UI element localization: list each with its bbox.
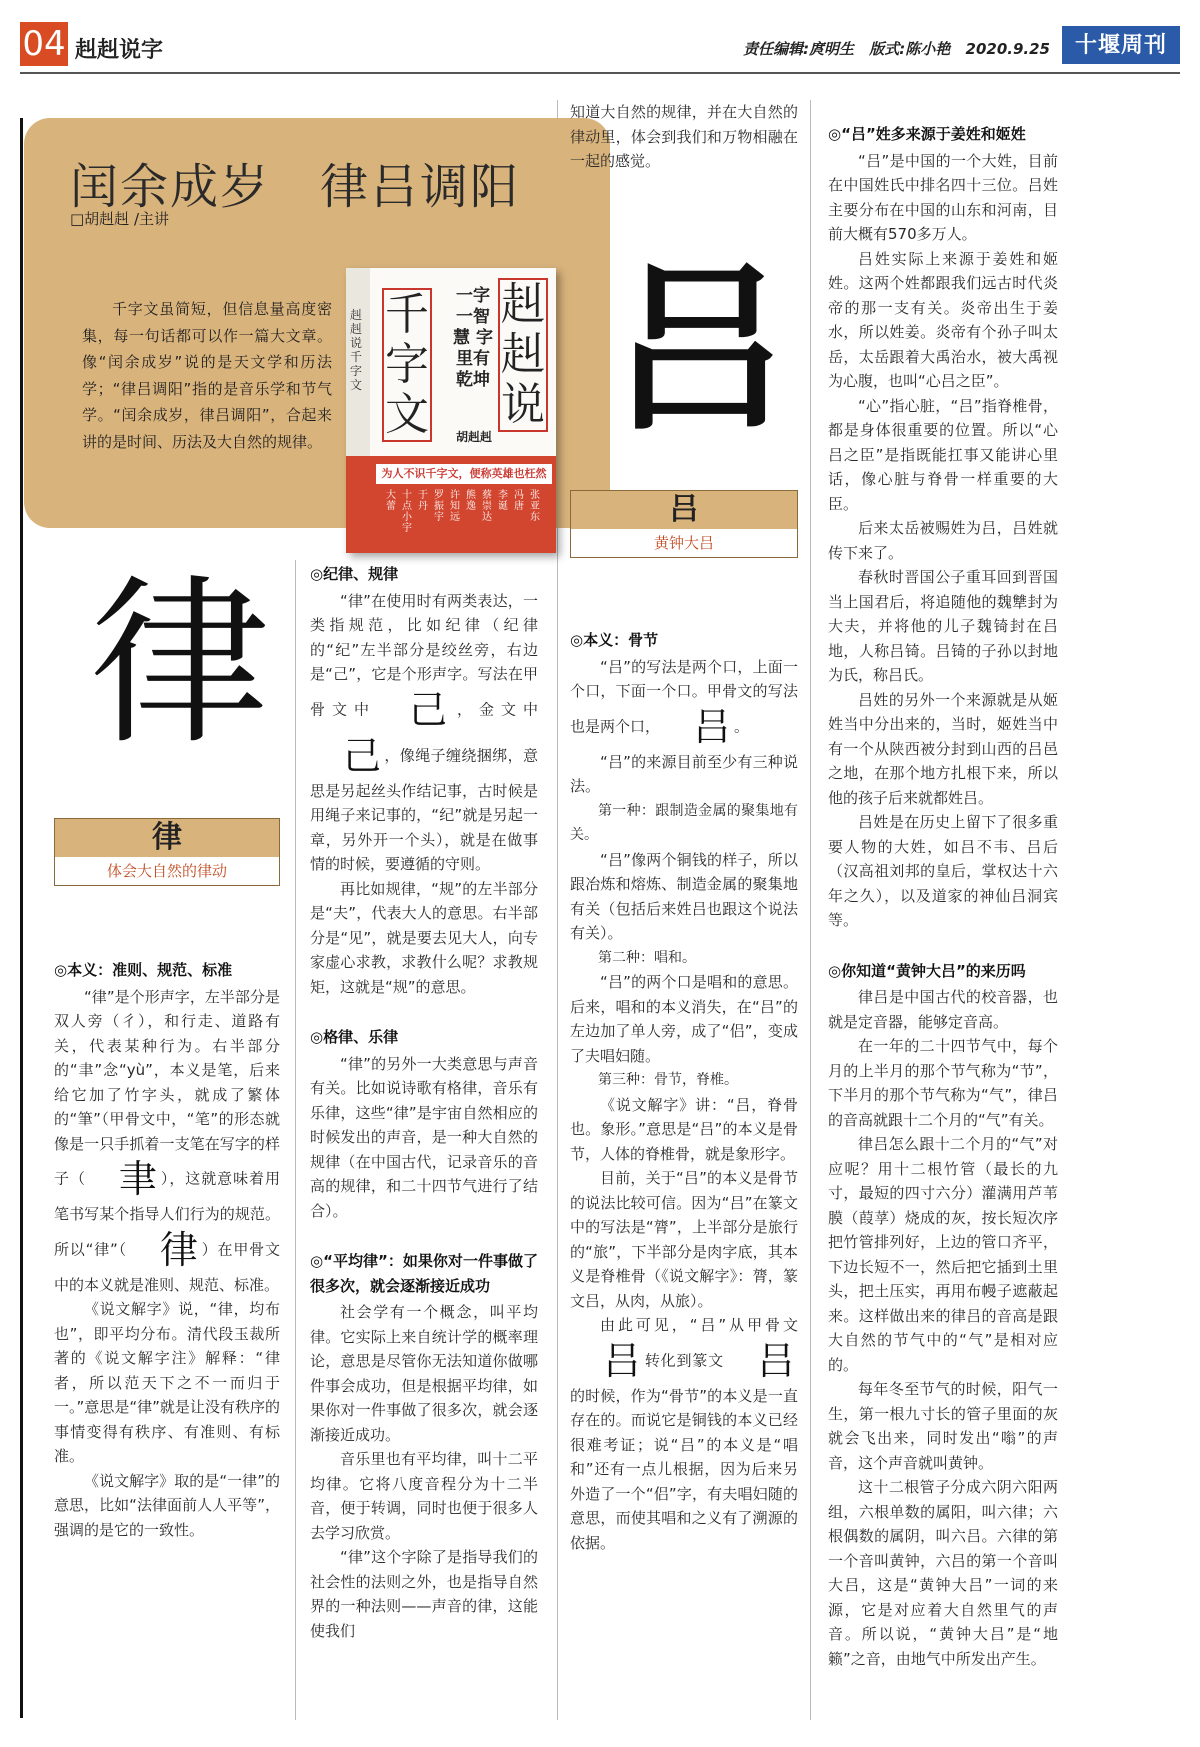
paragraph: 知道大自然的规律，并在大自然的律动里，体会到我们和万物相融在一起的感觉。 (570, 103, 798, 170)
book-spine-title: 赳赳说千字文 (350, 308, 363, 392)
paragraph: 再比如规律，“规”的左半部分是“夫”，代表大人的意思。右半部分是“见”，就是要去见大人，向专家虚心求教，求教什么呢？求教规矩，这就是“规”的意思。 (310, 879, 538, 996)
paragraph: 每年冬至节气的时候，阳气一生，第一根九寸长的管子里面的灰就会飞出来，同时发出“嗡”的声音，这个声音就叫黄钟。 (828, 1380, 1058, 1472)
inline-glyph: 律 (159, 1227, 198, 1272)
paragraph: 这十二根管子分成六阴六阳两组，六根单数的属阳，叫六律；六根偶数的属阴，叫六吕。六律的第一个音叫黄钟，六吕的第一个音叫大吕，这是“黄钟大吕”一词的来源，它是对应着大自然里气的声音。所以说，“黄钟大吕”是“地籁”之音，由地气中所发出产生。 (828, 1478, 1058, 1668)
book-endorser: 蔡崇达 (482, 490, 492, 523)
inline-glyph: 吕 (756, 1338, 795, 1383)
paragraph: “心”指心脏，“吕”指脊椎骨，都是身体很重要的位置。所以“心吕之臣”是指既能扛事又能讲心里话，像心脏与脊骨一样重要的大臣。 (828, 396, 1058, 513)
article-title: 闰余成岁 律吕调阳 (70, 159, 521, 215)
char-label-lu (570, 490, 798, 558)
paragraph: 《说文解字》讲：“吕，脊骨也。象形。”意思是“吕”的本义是骨节，人体的脊椎骨，就是象形字。 (570, 1095, 798, 1163)
char-label-lv (54, 818, 280, 886)
book-endorser: 十点小宇 (402, 490, 412, 534)
book-author: 胡赳赳 (456, 430, 493, 444)
paragraph: “吕”的来源目前至少有三种说法。 (570, 752, 798, 795)
paragraph: 由此可见，“吕”从甲骨文吕 转化到篆文 吕的时候，作为“骨节”的本义是一直存在的。而说它是铜钱的本义已经很难考证；说“吕”的本义是“唱和”还有一点儿根据，因为后来另外造了一个“侣”字，有夫唱妇随的意思，而使其唱和之义有了溯源的依据。 (570, 1316, 798, 1552)
subheading: ◎本义：准则、规范、标准 (54, 961, 233, 979)
inline-glyph: 己 (408, 687, 447, 732)
editor-credit: 责任编辑:庹明生 (743, 40, 855, 58)
char-label-lv-char: 律 (55, 819, 279, 857)
paragraph: “律”的另外一大类意思与声音有关。比如说诗歌有格律，音乐有乐律，这些“律”是宇宙自然相应的时候发出的声音，是一种大自然的规律（在中国古代，记录音乐的音高的规律，和二十四节气进行了结合）。 (310, 1054, 538, 1220)
paragraph: 《说文解字》取的是“一律”的意思，比如“法律面前人人平等”，强调的是它的一致性。 (54, 1471, 280, 1539)
book-endorser: 李诞 (498, 490, 508, 512)
text-column-1 (54, 958, 280, 1542)
book-endorser: 许知远 (450, 490, 460, 523)
paragraph: 律吕怎么跟十二个月的“气”对应呢？用十二根竹管（最长的九寸，最短的四寸六分）灌满用芦苇膜（葭莩）烧成的灰，按长短次序把竹管排列好，上边的管口齐平，下边长短不一，然后把它插到土里头，把土压实，再用布幔子遮蔽起来。这样做出来的律吕的音高是跟大自然的节气中的“气”是相对应的。 (828, 1135, 1058, 1374)
subheading: ◎格律、乐律 (310, 1028, 399, 1046)
text-column-3 (570, 628, 798, 1555)
book-cover (346, 268, 556, 553)
book-endorser: 罗振宇 (434, 490, 444, 523)
column-divider (810, 100, 811, 1720)
paragraph: 社会学有一个概念，叫平均律。它实际上来自统计学的概率理论，意思是尽管你无法知道你做哪件事会成功，但是根据平均律，如果你对一件事做了很多次，就会逐渐接近成功。 (310, 1303, 538, 1444)
char-label-lu-caption: 黄钟大吕 (571, 529, 797, 557)
paragraph: “律”在使用时有两类表达，一类指规范，比如纪律（纪律的“纪”左半部分是绞丝旁，右边是“己”，它是个形声字。写法在甲骨文中 己 ，金文中己 ，像绳子缠绕捆绑，意思是另起丝头作结记事，古时候是用绳子来记事的，“纪”就是另起一章，另外开一个头），就是在做事情的时候，要遵循的守则。 (310, 591, 538, 873)
article-author: □胡赳赳 /主讲 (70, 210, 169, 228)
paragraph: “吕”的两个口是唱和的意思。后来，唱和的本义消失，在“吕”的左边加了单人旁，成了“侣”，变成了夫唱妇随。 (570, 973, 798, 1065)
book-endorser: 熊逸 (466, 490, 476, 512)
paragraph: “律”是个形声字，左半部分是双人旁（彳），和行走、道路有关，代表某种行为。右半部分的“聿”念“yù”，本义是笔，后来给它加了竹字头，就成了繁体的“筆”（甲骨文中，“笔”的形态就像是一只手抓着一支笔在写字的样子（ 聿 ），这就意味着用笔书写某个指导人们行为的规范。所以“律”（ 律 ）在甲骨文中的本义就是准则、规范、标准。 (54, 987, 280, 1294)
book-title-right: 赳赳说 (498, 278, 548, 432)
text-column-3-top (570, 100, 798, 174)
char-label-lv-caption: 体会大自然的律动 (55, 857, 279, 885)
paragraph: “吕”是中国的一个大姓，目前在中国姓氏中排名四十三位。吕姓主要分布在中国的山东和河南，目前大概有570多万人。 (828, 151, 1058, 243)
subheading: ◎纪律、规律 (310, 565, 399, 583)
paragraph: 第三种：骨节，脊椎。 (598, 1072, 738, 1088)
credits (733, 38, 1050, 59)
page-header (0, 0, 1200, 80)
column-divider (295, 560, 296, 1720)
paragraph: 目前，关于“吕”的本义是骨节的说法比较可信。因为“吕”在篆文中的写法是“膂”，上半部分是旅行的“旅”，下半部分是肉字底，其本义是脊椎骨（《说文解字》：膂，篆文吕，从肉，从旅）。 (570, 1169, 798, 1310)
paragraph: 第一种：跟制造金属的聚集地有关。 (570, 802, 798, 843)
layout-credit: 版式:陈小艳 (869, 40, 951, 58)
inline-glyph: 吕 (693, 704, 732, 749)
section-title: 赳赳说字 (75, 38, 164, 63)
text-column-2 (310, 562, 538, 1643)
char-label-lu-char: 吕 (571, 491, 797, 529)
paragraph: 吕姓的另外一个来源就是从姬姓当中分出来的，当时，姬姓当中有一个从陕西被分封到山西的吕邑之地，在那个地方扎根下来，所以他的孩子后来就都姓吕。 (828, 690, 1058, 807)
left-border-rule (20, 118, 23, 1718)
subheading: ◎本义：骨节 (570, 631, 659, 649)
paragraph: 音乐里也有平均律，叫十二平均律。它将八度音程分为十二半音，便于转调，同时也便于很多人去学习欣赏。 (310, 1450, 538, 1542)
inline-glyph: 吕 (603, 1338, 642, 1383)
inline-glyph: 聿 (118, 1157, 157, 1201)
paragraph: “律”这个字除了是指导我们的社会性的法则之外，也是指导自然界的一种法则——声音的律，这能使我们 (310, 1548, 538, 1640)
issue-date: 2020.9.25 (965, 40, 1050, 58)
masthead-logo: 十堰周刊 (1062, 26, 1180, 64)
book-endorser: 冯唐 (514, 490, 524, 512)
subheading: ◎“平均律”：如果你对一件事做了很多次，就会逐渐接近成功 (310, 1252, 538, 1295)
paragraph: 律吕是中国古代的校音器，也就是定音器，能够定音高。 (828, 988, 1058, 1031)
book-endorser: 于丹 (418, 490, 428, 512)
paragraph: 春秋时晋国公子重耳回到晋国当上国君后，将追随他的魏犨封为大夫，并将他的儿子魏锜封在吕地，人称吕锜。吕锜的子孙以封地为氏，称吕氏。 (828, 568, 1058, 684)
paragraph: 第二种：唱和。 (598, 949, 696, 966)
subheading: ◎你知道“黄钟大吕”的来历吗 (828, 961, 1026, 980)
book-subtitle: 一字一智慧 字里有乾坤 (453, 286, 493, 390)
paragraph: 《说文解字》说，“律，均布也”，即平均分布。清代段玉裁所著的《说文解字注》解释：“律者，所以范天下之不一而归于一。”意思是“律”就是让没有秩序的事情变得有秩序、有准则、有标准。 (54, 1300, 280, 1465)
book-title-left: 千字文 (382, 288, 432, 442)
book-endorser: 大蕾 (386, 490, 396, 512)
inline-glyph: 己 (343, 733, 382, 778)
book-slogan: 为人不识千字文，便称英雄也枉然 (376, 464, 552, 484)
page-number: 04 (20, 22, 68, 66)
paragraph: 后来太岳被赐姓为吕，吕姓就传下来了。 (828, 519, 1058, 562)
oracle-glyph-lv: 律 (90, 560, 271, 769)
paragraph: 吕姓是在历史上留下了很多重要人物的大姓，如吕不韦、吕后（汉高祖刘邦的皇后，掌权达十六年之久），以及道家的神仙吕洞宾等。 (828, 813, 1058, 929)
paragraph: “吕”的写法是两个口，上面一个口，下面一个口。甲骨文的写法也是两个口， 吕 。 (570, 657, 798, 749)
article-intro: 千字文虽简短，但信息量高度密集，每一句话都可以作一篇大文章。像“闰余成岁”说的是天文学和历法学；“律吕调阳”指的是音乐学和节气学。“闰余成岁，律吕调阳”，合起来讲的是时间、历法及大自然的规律。 (82, 300, 332, 451)
book-endorser: 张亚东 (530, 490, 540, 523)
paragraph: “吕”像两个铜钱的样子，所以跟冶炼和熔炼、制造金属的聚集地有关（包括后来姓吕也跟这个说法有关）。 (570, 850, 798, 942)
oracle-glyph-lu: 吕 (610, 244, 791, 455)
header-rule (20, 72, 1180, 74)
paragraph: 在一年的二十四节气中，每个月的上半月的那个节气称为“节”，下半月的那个节气称为“气”，律吕的音高就跟十二个月的“气”有关。 (828, 1037, 1058, 1129)
text-column-4 (828, 122, 1058, 1671)
paragraph: 吕姓实际上来源于姜姓和姬姓。这两个姓都跟我们远古时代炎帝的那一支有关。炎帝出生于姜水，所以姓姜。炎帝有个孙子叫太岳，太岳跟着大禹治水，被大禹视为心腹，也叫“心吕之臣”。 (828, 249, 1058, 390)
subheading: ◎“吕”姓多来源于姜姓和姬姓 (828, 125, 1026, 143)
